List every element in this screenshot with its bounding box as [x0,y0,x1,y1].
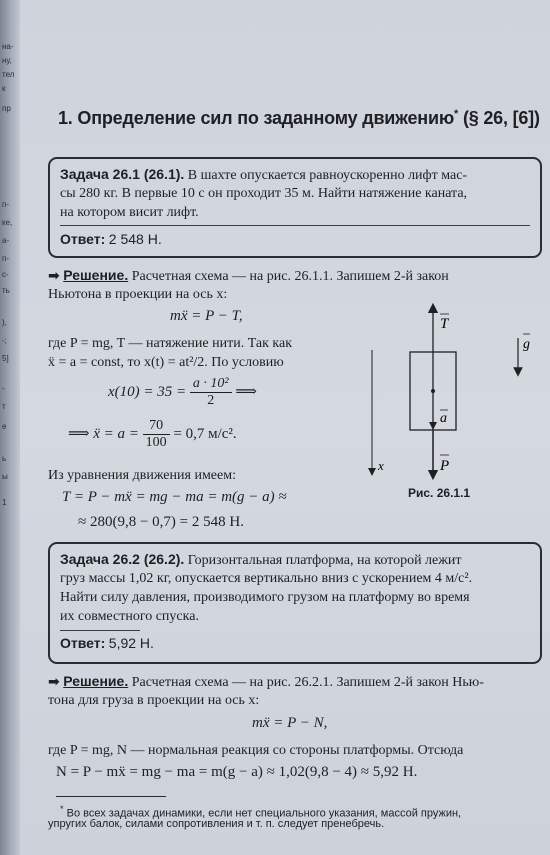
spine-fragment: к [2,84,6,93]
equation-2-right: ⟹ [235,383,257,400]
spine-fragment: тел [2,70,15,79]
solution-2-equation-2: N = P − mẍ = mg − ma = m(g − a) ≈ 1,02(9,8 − 4) ≈ 5,92 Н. [56,764,418,780]
solution-2-label: Решение. [63,673,129,689]
footnote-rule [56,796,166,797]
book-page [20,0,550,855]
equation-1: mẍ = P − T, [170,308,243,324]
solution-1-line-1 [48,266,449,286]
spine-fragment: -; [2,336,7,345]
spine-fragment: е [2,422,7,431]
spine-fragment: - [2,384,5,393]
equation-4: T = P − mẍ = mg − ma = m(g − a) ≈ [62,489,287,505]
equation-3 [68,418,237,451]
equation-3-fraction [143,418,170,451]
problem-1-separator [60,225,530,226]
problem-1-answer-label: Ответ: [60,231,106,247]
label-g: g [523,337,530,352]
spine-fragment: ), [2,318,7,327]
solution-2-line-1 [48,672,484,692]
problem-1-line-1 [60,165,467,185]
equation-2-fraction [190,376,232,409]
solution-1-text-1: Расчетная схема — на рис. 26.1.1. Запишем 2-й закон [131,269,449,284]
label-T: T [440,316,449,332]
solution-2-equation-1: mẍ = P − N, [252,715,328,731]
spine-fragment: п- [2,200,9,209]
solution-1-text-5: Из уравнения движения имеем: [48,468,236,483]
solution-1-label: Решение. [63,267,129,283]
solution-1-text-4: ẍ = a = const, то x(t) = at²/2. По условию [48,355,284,370]
equation-3-numerator: 70 [143,418,170,435]
spine-fragment: на- [2,42,14,51]
section-heading-ref: (§ 26, [6]) [462,108,540,128]
spine-fragment: ке, [2,218,13,227]
spine-fragment: а- [2,236,10,245]
problem-2-answer-label: Ответ: [60,635,106,651]
problem-2-line-1 [60,550,462,570]
spine-fragment: п- [2,254,9,263]
label-x: x [378,458,384,473]
equation-5: ≈ 280(9,8 − 0,7) = 2 548 Н. [78,514,244,530]
problem-2-text-4: их совместного спуска. [60,609,199,624]
solution-arrow-icon: ➡ [48,674,60,690]
equation-2-numerator: a · 10² [190,376,232,393]
spine-fragment: ы [2,472,8,481]
problem-1-text-3: на котором висит лифт. [60,205,199,220]
spine-fragment: с- [2,270,9,279]
section-heading-text: 1. Определение сил по заданному движению [58,108,455,128]
equation-2-denominator: 2 [207,393,215,408]
label-P: P [440,458,450,474]
solution-arrow-icon: ➡ [48,268,60,284]
equation-2-left: x(10) = 35 = [108,383,187,400]
spine-fragment: ть [2,286,10,295]
spine-fragment: ну, [2,56,12,65]
footnote-star: * [60,804,64,814]
solution-2-text-1: Расчетная схема — на рис. 26.2.1. Запишем 2-й закон Нью- [131,675,484,690]
problem-1-title: Задача 26.1 (26.1). [60,166,185,182]
solution-2-text-3: где P = mg, N — нормальная реакция со стороны платформы. Отсюда [48,743,464,758]
equation-3-right: = 0,7 м/с². [173,425,237,442]
problem-2-text-1: Горизонтальная платформа, на которой лежит [187,553,462,568]
problem-1-answer [60,230,162,250]
spine-fragment: 5] [2,354,9,363]
figure-caption: Рис. 26.1.1 [408,486,471,500]
adjacent-page-edge [0,0,20,855]
equation-3-denominator: 100 [145,435,167,450]
problem-2-title: Задача 26.2 (26.2). [60,551,185,567]
problem-1-answer-value: 2 548 Н. [108,231,162,247]
equation-2 [108,376,257,409]
problem-box-1 [48,157,542,258]
problem-1-text-1: В шахте опускается равноускоренно лифт мас- [187,168,468,183]
footnote-text-2: упругих балок, силами сопротивления и т. п. следует пренебречь. [48,818,385,830]
spine-fragment: 1 [2,498,7,507]
problem-2-text-2: груз массы 1,02 кг, опускается вертикально вниз с ускорением 4 м/с². [60,571,473,586]
problem-2-answer [60,634,154,654]
solution-1-text-3: где P = mg, T — натяжение нити. Так как [48,336,293,351]
figure-26-1-1 [340,300,540,480]
spine-fragment: ь [2,454,7,463]
problem-2-separator [60,630,140,631]
problem-2-text-3: Найти силу давления, производимого грузом на платформу во время [60,590,470,605]
footnote-marker: * [454,108,459,120]
problem-1-text-2: сы 280 кг. В первые 10 с он проходит 35 м. Найти натяжение каната, [60,186,468,201]
solution-1-text-2: Ньютона в проекции на ось x: [48,287,228,302]
footnote-text-1: Во всех задачах динамики, если нет специального указания, массой пружин, [66,807,462,820]
section-heading [58,108,540,129]
problem-box-2 [48,542,542,664]
label-a: a [440,411,447,426]
solution-2-text-2: тона для груза в проекции на ось x: [48,693,260,708]
equation-3-left: ⟹ ẍ = a = [68,425,139,442]
spine-fragment: т [2,402,6,411]
spine-fragment: пр [2,104,11,113]
problem-2-answer-value: 5,92 Н. [108,635,154,651]
